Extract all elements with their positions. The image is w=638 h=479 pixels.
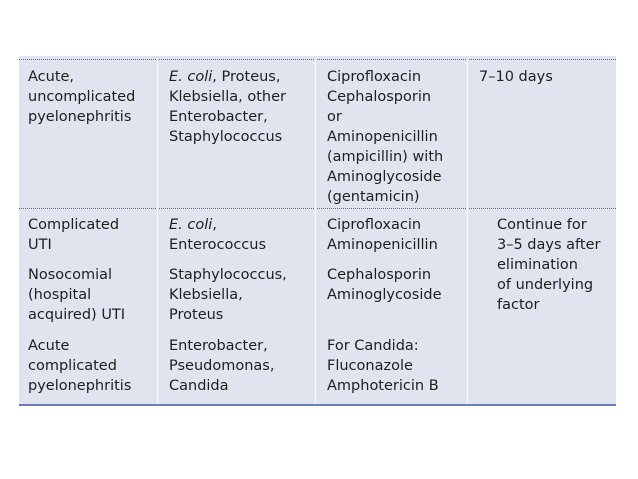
treatment-cell: For Candida: Fluconazole Amphotericin B xyxy=(327,338,439,394)
duration-cell: Continue for 3–5 days after elimination of underlying factor xyxy=(497,217,601,313)
organism-cell xyxy=(169,215,266,255)
table-top-rule xyxy=(19,59,616,60)
condition-cell: Acute complicated pyelonephritis xyxy=(28,338,132,394)
antibiotic-table xyxy=(19,56,616,406)
column-divider xyxy=(467,59,468,404)
organism-cell: Staphylococcus, Klebsiella, Proteus xyxy=(169,267,287,323)
row-divider-rule xyxy=(19,208,616,209)
condition-cell: Complicated UTI xyxy=(28,217,120,253)
organism-italic: E. coli xyxy=(169,217,213,233)
organism-cell: Enterobacter, Pseudomonas, Candida xyxy=(169,338,275,394)
condition-cell: Acute, uncomplicated pyelonephritis xyxy=(28,69,136,125)
treatment-cell: Cephalosporin Aminoglycoside xyxy=(327,267,442,303)
organism-text: , Enterococcus xyxy=(169,217,267,253)
table-bottom-rule xyxy=(19,404,616,406)
column-divider xyxy=(157,59,158,404)
duration-cell: 7–10 days xyxy=(479,69,553,85)
condition-cell: Nosocomial (hospital acquired) UTI xyxy=(28,267,126,323)
treatment-cell: Ciprofloxacin Cephalosporin or Aminopenicillin (ampicillin) with Aminoglycoside (gentamicin) xyxy=(327,69,444,205)
organism-text: , Proteus, Klebsiella, other Enterobacter, Staphylococcus xyxy=(169,69,286,145)
column-divider xyxy=(315,59,316,404)
organism-italic: E. coli xyxy=(169,69,213,85)
organism-cell xyxy=(169,67,286,147)
treatment-cell: Ciprofloxacin Aminopenicillin xyxy=(327,217,438,253)
